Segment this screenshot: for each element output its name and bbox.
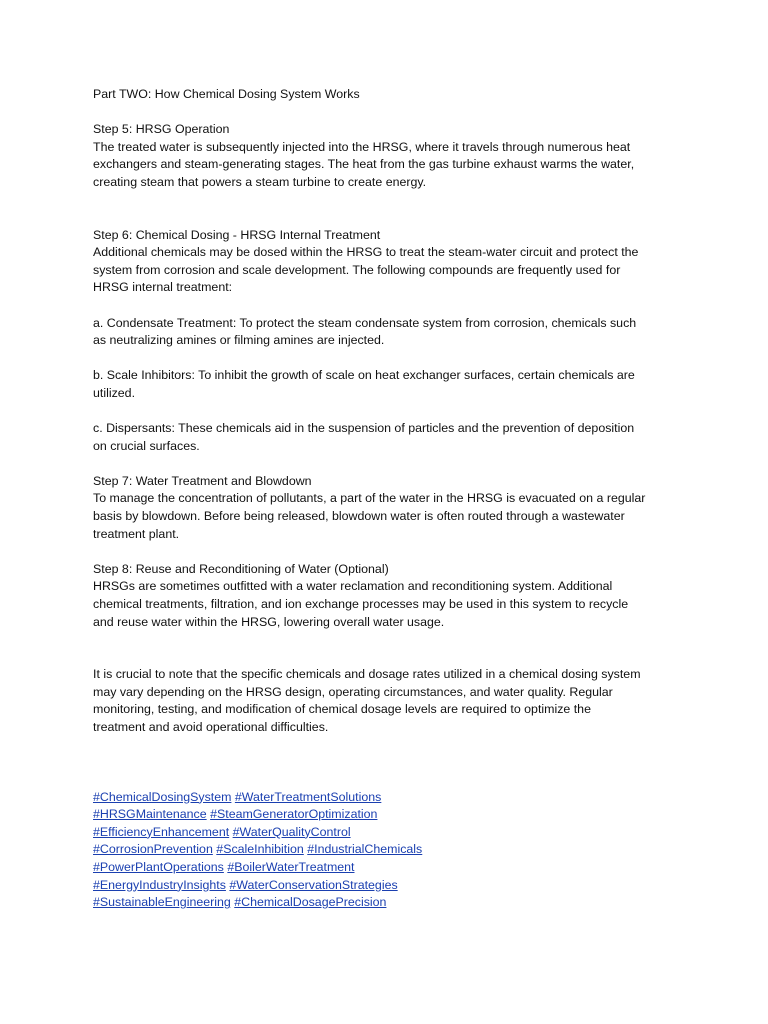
step8-line: HRSGs are sometimes outfitted with a water reclamation and reconditioning system. Additional <box>93 579 613 594</box>
hashtag-row <box>93 789 683 807</box>
closing-line: treatment and avoid operational difficulties. <box>93 720 329 734</box>
part-title <box>93 86 683 104</box>
part-title-text: Part TWO: How Chemical Dosing System Works <box>93 87 360 101</box>
step5-line: The treated water is subsequently injected into the HRSG, where it travels through numerous heat <box>93 139 631 154</box>
step5-line: exchangers and steam-generating stages. The heat from the gas turbine exhaust warms the water, <box>93 157 635 172</box>
step6-heading: Step 6: Chemical Dosing - HRSG Internal Treatment <box>93 227 381 242</box>
hashtag-link[interactable]: #BoilerWaterTreatment <box>227 859 355 874</box>
step7-heading: Step 7: Water Treatment and Blowdown <box>93 473 312 488</box>
item-c-line: on crucial surfaces. <box>93 438 200 453</box>
hashtag-link[interactable]: #IndustrialChemicals <box>307 842 423 857</box>
document-page <box>93 86 683 912</box>
step7-section <box>93 473 683 543</box>
step7-line: treatment plant. <box>93 526 180 541</box>
step5-line: creating steam that powers a steam turbine to create energy. <box>93 174 427 189</box>
hashtag-link[interactable]: #CorrosionPrevention <box>93 842 213 857</box>
step6-line: Additional chemicals may be dosed within the HRSG to treat the steam-water circuit and protect the <box>93 245 639 260</box>
step6-line: HRSG internal treatment: <box>93 280 233 295</box>
hashtag-row <box>93 824 683 842</box>
step7-line: To manage the concentration of pollutants, a part of the water in the HRSG is evacuated on a regular <box>93 491 646 506</box>
closing-line: It is crucial to note that the specific chemicals and dosage rates utilized in a chemical dosing system <box>93 667 641 682</box>
hashtag-link[interactable]: #EfficiencyEnhancement <box>93 824 230 839</box>
step5-section <box>93 121 683 191</box>
hashtag-link[interactable]: #WaterTreatmentSolutions <box>234 789 382 804</box>
closing-line: may vary depending on the HRSG design, operating circumstances, and water quality. Regular <box>93 684 613 699</box>
hashtag-row <box>93 806 683 824</box>
hashtag-link[interactable]: #EnergyIndustryInsights <box>93 877 226 892</box>
step6-section <box>93 227 683 297</box>
hashtag-row <box>93 894 683 912</box>
step8-line: chemical treatments, filtration, and ion exchange processes may be used in this system to recycle <box>93 597 629 612</box>
hashtag-link[interactable]: #SustainableEngineering <box>93 895 231 910</box>
hashtag-link[interactable]: #HRSGMaintenance <box>93 807 207 822</box>
hashtag-link[interactable]: #WaterQualityControl <box>232 824 351 839</box>
hashtag-link[interactable]: #WaterConservationStrategies <box>229 877 398 892</box>
hashtag-link[interactable]: #ChemicalDosagePrecision <box>234 895 387 910</box>
closing-line: monitoring, testing, and modification of chemical dosage levels are required to optimize the <box>93 702 591 717</box>
step6-item-a <box>93 315 683 350</box>
hashtag-link[interactable]: #SteamGeneratorOptimization <box>210 807 378 822</box>
step6-item-c <box>93 420 683 455</box>
step8-section <box>93 561 683 631</box>
hashtag-row <box>93 841 683 859</box>
hashtag-row <box>93 877 683 895</box>
item-a-line: a. Condensate Treatment: To protect the steam condensate system from corrosion, chemicals such <box>93 315 637 330</box>
step5-heading: Step 5: HRSG Operation <box>93 122 230 137</box>
closing-paragraph <box>93 666 683 736</box>
step6-item-b <box>93 367 683 402</box>
step7-line: basis by blowdown. Before being released, blowdown water is often routed through a wastewater <box>93 509 625 524</box>
item-b-line: utilized. <box>93 385 136 400</box>
step8-line: and reuse water within the HRSG, lowering overall water usage. <box>93 614 445 629</box>
item-a-line: as neutralizing amines or filming amines are injected. <box>93 333 385 348</box>
step6-line: system from corrosion and scale development. The following compounds are frequently used for <box>93 262 621 277</box>
step8-heading: Step 8: Reuse and Reconditioning of Water (Optional) <box>93 561 389 576</box>
hashtag-link[interactable]: #ChemicalDosingSystem <box>93 789 232 804</box>
item-b-line: b. Scale Inhibitors: To inhibit the growth of scale on heat exchanger surfaces, certain chemicals are <box>93 368 635 383</box>
item-c-line: c. Dispersants: These chemicals aid in the suspension of particles and the prevention of deposition <box>93 421 635 436</box>
hashtag-list <box>93 789 683 912</box>
hashtag-row <box>93 859 683 877</box>
hashtag-link[interactable]: #PowerPlantOperations <box>93 859 224 874</box>
hashtag-link[interactable]: #ScaleInhibition <box>216 842 304 857</box>
